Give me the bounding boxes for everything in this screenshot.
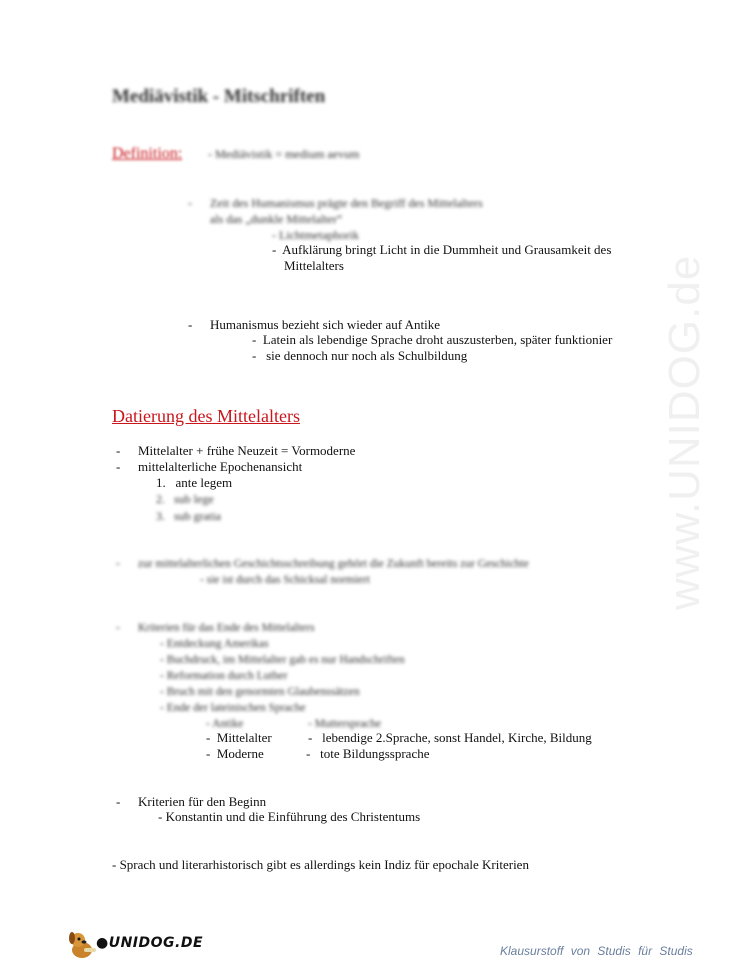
lang-era: - Moderne — [206, 746, 264, 761]
datierung-sub3-text: sub gratia — [174, 509, 221, 523]
antike-sub1-text: Latein als lebendige Sprache droht auszusterben, später funktionier — [262, 332, 613, 347]
lang-era: - Antike — [206, 718, 244, 730]
kriterien-ende-item: - Reformation durch Luther — [160, 670, 288, 682]
kriterien-ende-item-text: Buchdruck, im Mittelalter gab es nur Handschriften — [166, 654, 405, 666]
kriterien-ende-item-text: Bruch mit den genormten Glaubenssätzen — [166, 686, 360, 698]
kriterien-ende-item: - Ende der lateinischen Sprache — [160, 702, 306, 714]
humanismus-sub1: - Lichtmetaphorik — [272, 228, 359, 242]
unidog-logo — [66, 928, 204, 960]
datierung-sub2: 2. sub lege — [156, 492, 214, 506]
lang-desc-text: lebendige 2.Sprache, sonst Handel, Kirche, Bildung — [322, 730, 592, 745]
watermark-text: www.UNIDOG.de — [660, 254, 709, 610]
definition-text: - Mediävistik = medium aevum — [208, 147, 360, 161]
lang-desc: - Muttersprache — [308, 718, 382, 730]
antike-sub2: - sie dennoch nur noch als Schulbildung — [252, 348, 468, 363]
kriterien-beginn-sub1: - Konstantin und die Einführung des Christentums — [158, 809, 421, 824]
humanismus-sub2-text: Aufklärung bringt Licht in die Dummheit und Grausamkeit des — [282, 242, 612, 257]
kriterien-ende-item-text: Reformation durch Luther — [166, 670, 288, 682]
lang-desc: - tote Bildungssprache — [306, 746, 430, 761]
antike-sub1: - Latein als lebendige Sprache droht auszusterben, später funktionier — [252, 332, 613, 347]
geschichte-sub1: - sie ist durch das Schicksal normiert — [200, 574, 370, 586]
bullet-dash: - — [116, 459, 121, 474]
closing-note: - Sprach und literarhistorisch gibt es allerdings kein Indiz für epochale Kriterien — [112, 857, 529, 872]
bullet-dash: - — [116, 443, 121, 458]
kriterien-ende-item-text: Entdeckung Amerikas — [166, 638, 269, 650]
lang-era-text: Mittelalter — [216, 730, 272, 745]
geschichte-sub1-text: sie ist durch das Schicksal normiert — [206, 574, 370, 586]
datierung-sub3: 3. sub gratia — [156, 509, 221, 523]
datierung-item1: Mittelalter + frühe Neuzeit = Vormoderne — [138, 443, 356, 458]
logo-text-label: UNIDOG.DE — [108, 935, 204, 951]
lang-desc: - lebendige 2.Sprache, sonst Handel, Kirche, Bildung — [308, 730, 592, 745]
kriterien-ende-item: - Entdeckung Amerikas — [160, 638, 269, 650]
bullet-dash: - — [188, 196, 192, 210]
bullet-dash: - — [116, 558, 120, 570]
geschichte-line1: zur mittelalterlichen Geschichtsschreibung gehört die Zukunft bereits zur Geschichte — [138, 558, 529, 570]
bullet-dash: - — [116, 794, 121, 809]
page-title: Mediävistik - Mitschriften — [112, 86, 326, 107]
lang-desc-text: Muttersprache — [314, 718, 382, 730]
lang-desc-text: tote Bildungssprache — [320, 746, 430, 761]
kriterien-ende-item-text: Ende der lateinischen Sprache — [166, 702, 306, 714]
humanismus-sub2: - Aufklärung bringt Licht in die Dummheit und Grausamkeit des — [272, 242, 612, 257]
antike-line1: Humanismus bezieht sich wieder auf Antike — [210, 317, 440, 332]
humanismus-line2: als das „dunkle Mittelalter“ — [210, 212, 343, 226]
kriterien-ende-item: - Buchdruck, im Mittelalter gab es nur Handschriften — [160, 654, 405, 666]
lang-era-text: Moderne — [216, 746, 264, 761]
lang-era: - Mittelalter — [206, 730, 272, 745]
bullet-dash: - — [188, 317, 193, 332]
dog-icon — [66, 928, 100, 962]
bullet-dash: - — [116, 622, 120, 634]
kriterien-ende-line1: Kriterien für das Ende des Mittelalters — [138, 622, 315, 634]
humanismus-sub2-cont: Mittelalters — [284, 258, 344, 273]
datierung-sub1-text: ante legem — [175, 475, 233, 490]
kriterien-ende-item: - Bruch mit den genormten Glaubenssätzen — [160, 686, 360, 698]
humanismus-line1: Zeit des Humanismus prägte den Begriff des Mittelalters — [210, 196, 483, 210]
antike-sub2-text: sie dennoch nur noch als Schulbildung — [266, 348, 468, 363]
kriterien-beginn-line1: Kriterien für den Beginn — [138, 794, 267, 809]
datierung-sub2-text: sub lege — [174, 492, 214, 506]
lang-era-text: Antike — [212, 718, 244, 730]
logo-text: ●UNIDOG.DE — [96, 935, 204, 951]
datierung-item2: mittelalterliche Epochenansicht — [138, 459, 303, 474]
definition-label: Definition: — [112, 145, 183, 162]
humanismus-sub1-text: Lichtmetaphorik — [279, 228, 359, 242]
datierung-sub1: 1. ante legem — [156, 475, 233, 490]
datierung-heading: Datierung des Mittelalters — [112, 406, 300, 426]
footer-tagline: Klausurstoff von Studis für Studis — [500, 944, 693, 958]
